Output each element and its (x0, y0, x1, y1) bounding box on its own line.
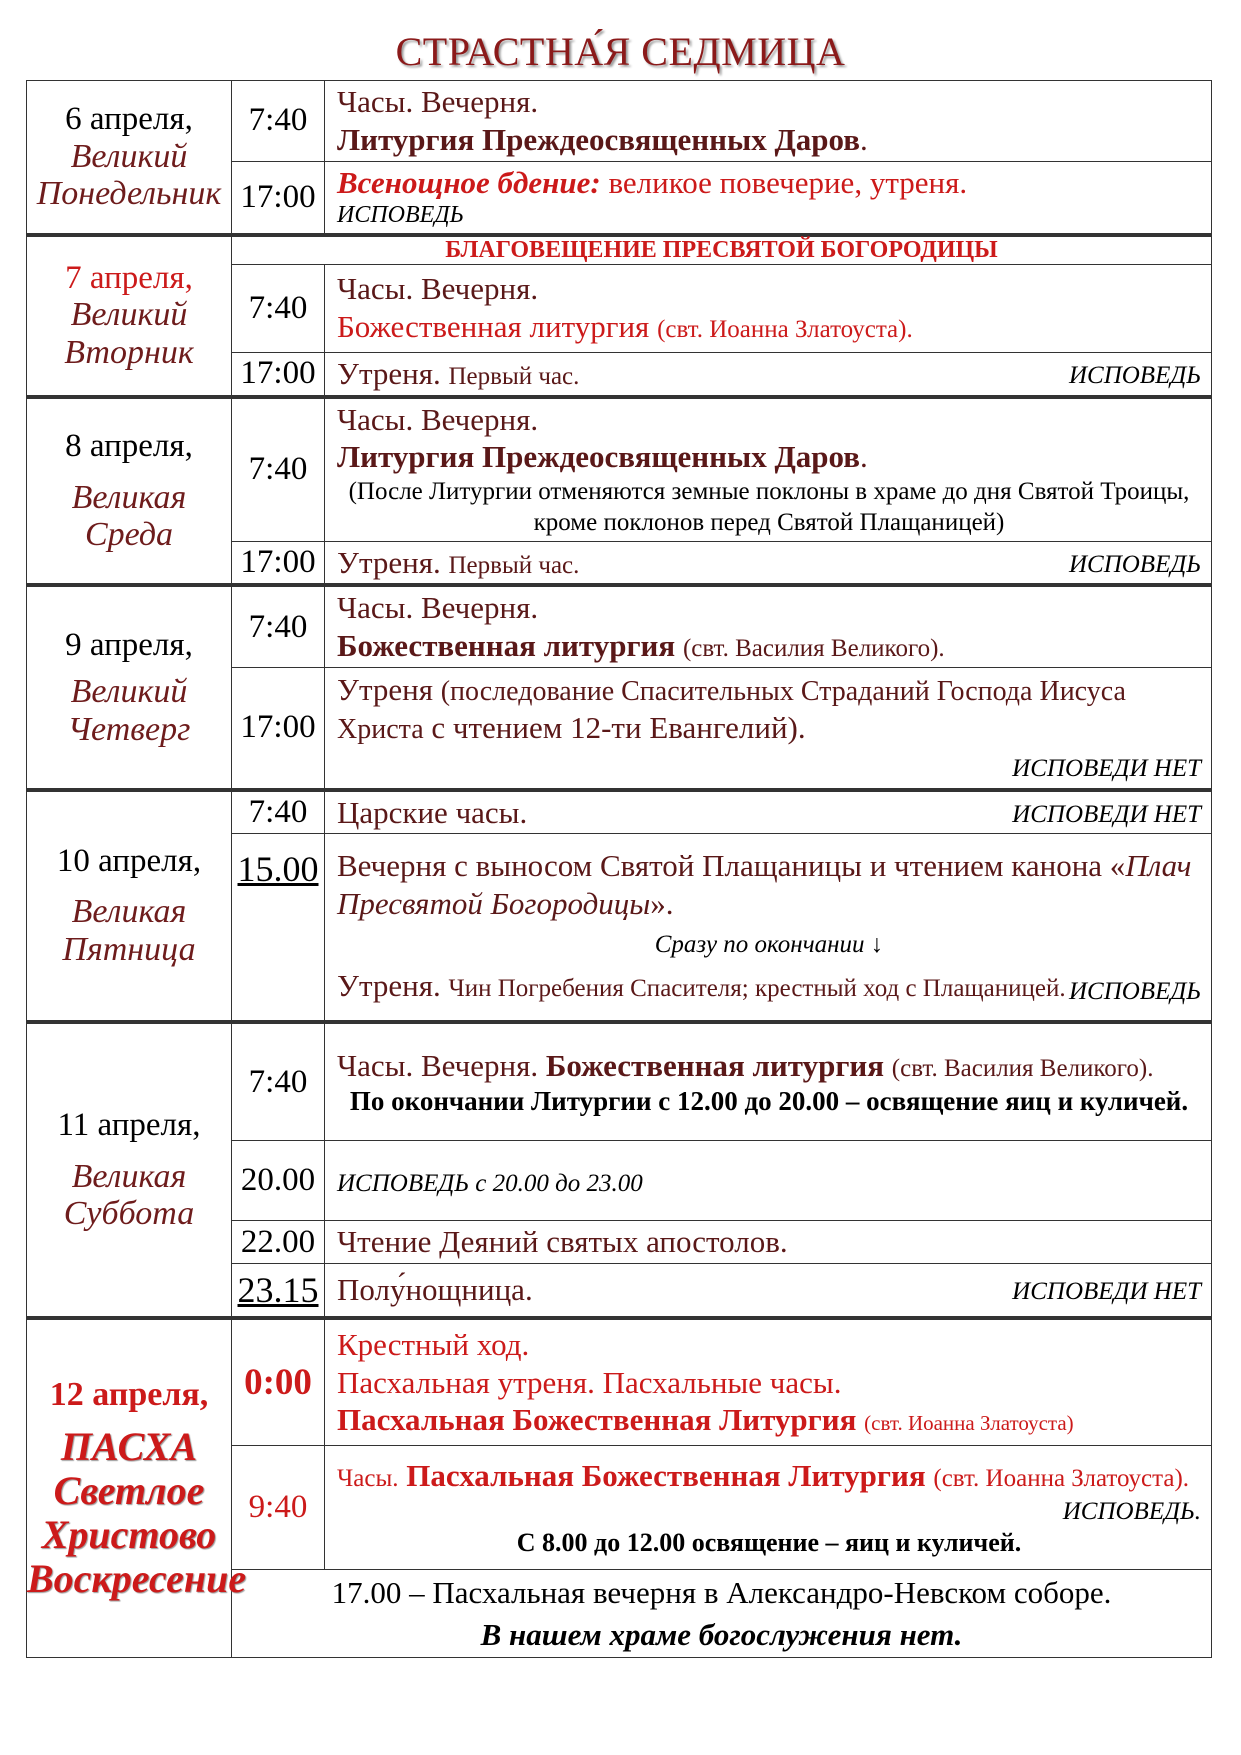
service-line: Первый час. (448, 551, 580, 579)
service-cell (325, 668, 1212, 790)
table-row (27, 585, 1212, 667)
service-cell (325, 541, 1212, 585)
service-cell (325, 1318, 1212, 1446)
day-weekday: Великий Понедельник (36, 137, 222, 212)
confession-note: ИСПОВЕДЬ (1068, 977, 1201, 1005)
time-value: 23.15 (237, 1269, 319, 1310)
day-cell-monday (27, 81, 232, 235)
service-title: Литургия Преждеосвященных Даров (337, 439, 861, 475)
table-row (27, 1022, 1212, 1141)
service-note: (свт. Василия Великого). (682, 635, 945, 663)
service-cell (325, 161, 1212, 235)
time-cell: 17:00 (232, 161, 325, 235)
service-title: Божественная литургия (545, 1047, 885, 1083)
service-cell (325, 834, 1212, 1022)
service-cell: Часы. Вечерня. Литургия Преждеосвященных Даров. (После Литургии отменяются земные поклоны в храме до дня Святой Троицы, кроме поклонов перед Святой Плащаницей) (325, 397, 1212, 542)
day-cell-friday (27, 790, 232, 1022)
time-cell: 20.00 (232, 1141, 325, 1221)
confession-note: ИСПОВЕДЬ (337, 202, 464, 229)
service-cell (325, 264, 1212, 352)
table-row (27, 81, 1212, 162)
pascha-subtitle: Воскресение (27, 1556, 247, 1602)
confession-note: ИСПОВЕДЬ (1068, 361, 1201, 389)
service-title: Утреня (337, 671, 433, 707)
schedule-table (26, 80, 1212, 1658)
day-cell-wednesday (27, 397, 232, 586)
service-line: Часы. (337, 1464, 399, 1492)
day-weekday: Великий Четверг (67, 673, 191, 748)
service-title: Всенощное бдение: (337, 164, 601, 200)
day-date: 11 апреля, (57, 1107, 201, 1144)
service-title: Пасхальная Божественная Литургия (406, 1457, 926, 1493)
time-cell: 9:40 (232, 1446, 325, 1570)
service-line: Пасхальная утреня. Пасхальные часы. (337, 1364, 842, 1400)
service-title: Пасхальная Божественная Литургия (337, 1402, 857, 1438)
day-date: 6 апреля, (65, 101, 193, 138)
table-row (27, 1318, 1212, 1446)
pascha-title: ПАСХА (60, 1424, 198, 1470)
service-title: Утреня. (337, 544, 441, 580)
time-cell: 7:40 (232, 1022, 325, 1141)
service-cell: Часы. Вечерня. Литургия Преждеосвященных Даров. (325, 81, 1212, 162)
pascha-subtitle: Христово (41, 1512, 217, 1558)
time-value: 15.00 (237, 849, 319, 890)
day-weekday: Великая Суббота (63, 1157, 195, 1232)
service-cell (325, 585, 1212, 667)
service-note: (свт. Иоанна Златоуста) (864, 1411, 1074, 1436)
pascha-subtitle: Светлое (53, 1468, 205, 1514)
service-title: Чтение Деяний святых апостолов. (337, 1224, 788, 1260)
service-line: Часы. Вечерня. (337, 84, 539, 119)
time-cell (232, 834, 325, 1022)
time-cell: 17:00 (232, 352, 325, 396)
table-row (27, 790, 1212, 834)
service-title: Царские часы. (337, 794, 528, 830)
service-title: Божественная литургия (337, 628, 676, 664)
service-title: Литургия Преждеосвященных Даров (337, 121, 861, 157)
service-note: С 8.00 до 12.00 освящение – яиц и куличей. (516, 1528, 1022, 1557)
service-line: Часы. Вечерня. (337, 1047, 539, 1083)
service-note: (свт. Иоанна Златоуста). (933, 1464, 1190, 1492)
service-cell (325, 1022, 1212, 1141)
service-line: Часы. Вечерня. (337, 590, 539, 626)
service-line: Часы. Вечерня. (337, 401, 539, 437)
confession-note: ИСПОВЕДИ НЕТ (1012, 800, 1201, 828)
day-cell-pascha (27, 1318, 247, 1658)
table-row (27, 397, 1212, 542)
service-line: Вечерня с выносом Святой Плащаницы и чтением канона « (337, 847, 1126, 883)
day-date: 12 апреля, (49, 1375, 209, 1413)
confession-note: ИСПОВЕДЬ (1068, 550, 1201, 578)
service-cell (325, 790, 1212, 834)
time-cell: 7:40 (232, 397, 325, 542)
service-note: Сразу по окончании ↓ (654, 931, 884, 959)
service-line: Чин Погребения Спасителя; крестный ход с Плащаницей. (448, 974, 1066, 1002)
service-line: Часы. Вечерня. (337, 271, 539, 307)
time-cell: 22.00 (232, 1221, 325, 1264)
day-weekday: Великая Пятница (62, 893, 196, 968)
service-note: По окончании Литургии с 12.00 до 20.00 – освящение яиц и куличей. (349, 1085, 1189, 1116)
day-weekday: Великий Вторник (64, 296, 194, 371)
day-cell-saturday (27, 1022, 232, 1318)
service-title: Утреня. (337, 967, 441, 1003)
time-cell: 0:00 (232, 1318, 325, 1446)
day-cell-thursday (27, 585, 232, 789)
time-cell (232, 1264, 325, 1318)
table-row (27, 235, 1212, 265)
service-cell (325, 352, 1212, 396)
service-line: Крестный ход. (337, 1326, 530, 1362)
day-date: 10 апреля, (56, 843, 202, 880)
day-date: 8 апреля, (65, 428, 193, 465)
service-cell (325, 1264, 1212, 1318)
feast-title: БЛАГОВЕЩЕНИЕ ПРЕСВЯТОЙ БОГОРОДИЦЫ (232, 235, 1212, 265)
day-date: 7 апреля, (65, 260, 193, 297)
time-cell: 17:00 (232, 541, 325, 585)
confession-note: ИСПОВЕДИ НЕТ (1012, 1278, 1201, 1306)
service-line: (последование Спасительных Страданий Господа Иисуса Христа (337, 675, 1126, 745)
vespers-cell (232, 1570, 1212, 1658)
time-cell: 17:00 (232, 668, 325, 790)
confession-note: ИСПОВЕДИ НЕТ (1012, 755, 1201, 783)
service-title: Полу́нощница. (337, 1272, 533, 1308)
service-line: 17.00 – Пасхальная вечерня в Александро-Невском соборе. (331, 1574, 1112, 1610)
service-line: ». (650, 885, 674, 921)
confession-note: ИСПОВЕДЬ. (1062, 1497, 1201, 1525)
time-cell: 7:40 (232, 264, 325, 352)
confession-note: ИСПОВЕДЬ с 20.00 до 23.00 (337, 1169, 643, 1197)
day-weekday: Великая Среда (71, 478, 187, 554)
time-cell: 7:40 (232, 790, 325, 834)
service-cell (325, 1141, 1212, 1221)
service-title: Плач Пресвятой Богородицы (337, 847, 1192, 921)
time-cell: 7:40 (232, 81, 325, 162)
day-cell-tuesday (27, 235, 232, 397)
service-cell (325, 1221, 1212, 1264)
service-line: с чтением 12-ти Евангелий). (431, 709, 806, 745)
service-title: Утреня. (337, 355, 441, 391)
page-title: СТРАСТНА́Я СЕДМИЦА (395, 29, 846, 74)
service-note: (свт. Василия Великого). (891, 1054, 1154, 1082)
service-note: В нашем храме богослужения нет. (480, 1616, 963, 1652)
service-note: (После Литургии отменяются земные поклоны в храме до дня Святой Троицы, кроме поклонов перед Святой Плащаницей) (348, 478, 1190, 537)
service-note: (свт. Иоанна Златоуста). (657, 316, 913, 344)
service-line: Первый час. (448, 362, 580, 390)
service-line: великое повечерие, утреня. (608, 164, 968, 200)
service-title: Божественная литургия (337, 309, 650, 345)
day-date: 9 апреля, (65, 626, 193, 663)
service-cell (325, 1446, 1212, 1570)
time-cell: 7:40 (232, 585, 325, 667)
